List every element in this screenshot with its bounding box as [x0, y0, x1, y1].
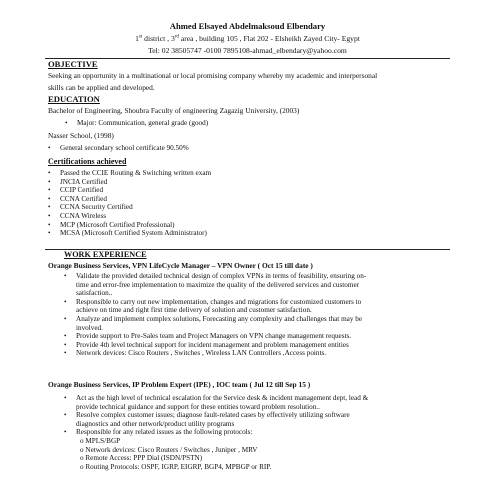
- candidate-name: Ahmed Elsayed Abdelmaksoud Elbendary: [169, 21, 326, 31]
- job-duties-list: [76, 394, 368, 437]
- certifications-list: [60, 169, 211, 238]
- job-title: Orange Business Services, IP Problem Expert (IPE) , IOC team ( Jul 12 till Sep 15 ): [48, 380, 311, 389]
- list-item: • General secondary school certificate 90.50%: [60, 144, 189, 153]
- protocols-list: [80, 437, 271, 471]
- list-item: • Provide support to Pre-Sales team and Project Managers on VPN change management requests.: [76, 332, 366, 341]
- list-item: • MCP (Microsoft Certified Professional): [60, 221, 211, 230]
- objective-heading: OBJECTIVE: [48, 59, 98, 69]
- list-item: • Major: Communication, general grade (good): [77, 119, 208, 128]
- school-list: [60, 144, 189, 153]
- list-item: • Resolve complex customer issues; diagnose fault-related cases by effectively utilizing software: [76, 411, 368, 420]
- list-item-continued: diagnostics and other network/product utility programs: [76, 419, 235, 428]
- list-item-continued: involved.: [76, 323, 103, 332]
- list-item-continued: achieve on time and right first time delivery of solution and customer satisfaction.: [76, 306, 312, 315]
- list-item-continued: provide technical guidance and support for these entities toward problem resolution..: [76, 402, 320, 411]
- education-degree: Bachelor of Engineering, Shoubra Faculty of engineering Zagazig University, (2003): [48, 106, 300, 115]
- objective-text: skills can be applied and developed.: [48, 83, 155, 92]
- objective-text: Seeking an opportunity in a multinational or local promising company whereby my academic and interpersonal: [48, 71, 378, 80]
- job-title: Orange Business Services, VPN LifeCycle Manager – VPN Owner ( Oct 15 till date ): [48, 261, 313, 270]
- list-item-continued: satisfaction..: [76, 289, 113, 298]
- address-ordinal: rd: [174, 34, 179, 40]
- degree-list: [77, 119, 208, 128]
- list-item: o Remote Access: PPP Dial (ISDN/PSTN): [80, 454, 203, 463]
- divider: [45, 58, 450, 59]
- list-item: • CCNA Wireless: [60, 212, 211, 221]
- education-school: Nasser School, (1998): [48, 131, 114, 140]
- address-part: 1: [135, 34, 139, 43]
- list-item: • Responsible to carry out new implementation, changes and migrations for customized customers to: [76, 298, 366, 307]
- list-item: o MPLS/BGP: [80, 437, 121, 445]
- list-item: • CCNA Certified: [60, 195, 211, 204]
- list-item: o Routing Protocols: OSPF, IGRP, EIGRP, BGP4, MPBGP or RIP.: [80, 462, 272, 471]
- education-heading: EDUCATION: [48, 94, 100, 104]
- contact-line: Tel: 02 38505747 -0100 7895108-ahmad_elbendary@yahoo.com: [148, 46, 347, 55]
- work-heading: WORK EXPERIENCE: [64, 250, 147, 259]
- list-item: • MCSA (Microsoft Certified System Administrator): [60, 229, 211, 238]
- list-item: • Provide 4th level technical support for incident management and problem management entities: [76, 341, 366, 350]
- list-item: • JNCIA Certified: [60, 178, 211, 187]
- address-line: [0, 34, 495, 43]
- certifications-heading: Certifications achieved: [48, 157, 127, 166]
- list-item: • Responsible for any related issues as the following protocols:: [76, 428, 368, 437]
- list-item: • Network devices: Cisco Routers , Switches , Wireless LAN Controllers ,Access points.: [76, 349, 366, 358]
- address-ordinal: st: [138, 34, 143, 40]
- list-item: o Network devices: Cisco Routers / Switches , Juniper , MRV: [80, 445, 258, 454]
- address-part: area , building 105 , Flat 202 - Elsheikh Zayed City- Egypt: [178, 34, 360, 43]
- list-item: • Analyze and implement complex solutions, Forecasting any complexity and challenges that may be: [76, 315, 366, 324]
- list-item: • CCNA Security Certified: [60, 203, 211, 212]
- address-part: district , 3: [142, 34, 175, 43]
- list-item: • Validate the provided detailed technical design of complex VPNs in terms of feasibility, ensuring on-: [76, 272, 366, 281]
- list-item-continued: time and error-free implementation to maximize the quality of the delivered services and customer: [76, 280, 360, 289]
- list-item: • Act as the high level of technical escalation for the Service desk & incident management dept, lead &: [76, 394, 368, 403]
- job-duties-list: [76, 272, 366, 358]
- list-item: • CCIP Certified: [60, 186, 211, 195]
- list-item: • Passed the CCIE Routing & Switching written exam: [60, 169, 211, 178]
